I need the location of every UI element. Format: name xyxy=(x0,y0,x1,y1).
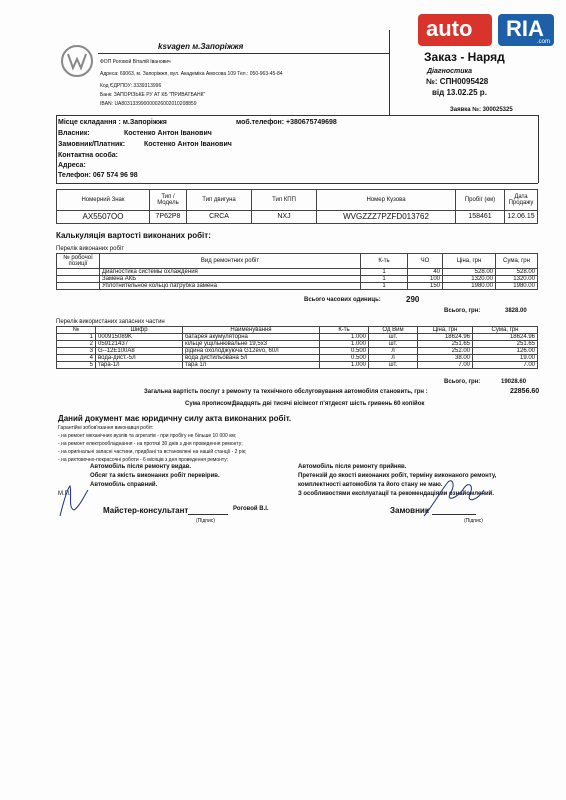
parts-cell: л xyxy=(369,355,418,362)
left-sign-line: Автомобіль справний. xyxy=(90,482,158,488)
customer-signature xyxy=(418,474,488,520)
vehicle-header: Номер Кузова xyxy=(317,190,456,211)
parts-cell: шт. xyxy=(369,334,418,341)
dealer-line: Адреса: 69063, м. Запоріжжя, вул. Академіка Амосова 109 Тел.: 050-963-45-84 xyxy=(100,71,283,77)
client-bottom-rule xyxy=(56,183,538,184)
order-divider xyxy=(389,30,390,115)
table-row xyxy=(57,348,538,355)
client-phone: моб.телефон: +380675749698 xyxy=(236,119,337,126)
works-cell: 1 xyxy=(361,283,408,290)
works-header: Ціна, грн xyxy=(443,254,496,269)
right-sign-line: комплектності автомобіля та його стану не маю. xyxy=(298,482,443,488)
warranty-line: - на оригінальні запасні частини, придбані та встановлені на нашій станції - 2 рік; xyxy=(58,449,247,455)
vehicle-header: Тип КПП xyxy=(252,190,317,211)
vehicle-plate: AX5507OO xyxy=(57,211,150,224)
parts-cell: 1.000 xyxy=(320,334,369,341)
works-cell: 1 xyxy=(361,269,408,276)
owner-name: Костенко Антон Іванович xyxy=(124,130,212,137)
watermark-ria-box xyxy=(498,14,554,46)
vehicle-header: Номерний Знак xyxy=(57,190,150,211)
parts-cell: 0.500 xyxy=(320,355,369,362)
dealer-line: IBAN: UA803133990000026002010208859 xyxy=(100,101,197,107)
parts-cell: 3 xyxy=(57,348,96,355)
client-right-rule xyxy=(538,115,539,183)
works-cell: 1980.00 xyxy=(443,283,496,290)
master-sign-caption: (Підпис) xyxy=(196,518,215,524)
customer-label: Замовник/Платник: xyxy=(58,141,126,148)
works-cell: Диагностика системы охлаждения xyxy=(100,269,361,276)
works-cell: Уплотнительное кольцо патрубка замена xyxy=(100,283,361,290)
parts-cell: 7.00 xyxy=(418,362,473,369)
parts-cell: шт. xyxy=(369,362,418,369)
table-row xyxy=(57,276,538,283)
vehicle-header: Дата Продажу xyxy=(505,190,538,211)
works-header: Сума, грн xyxy=(496,254,538,269)
parts-cell: 252.00 xyxy=(418,348,473,355)
parts-header: Ціна, грн xyxy=(418,327,473,334)
table-row xyxy=(57,355,538,362)
dealer-line: ФОП Роговой Віталій Іванович xyxy=(100,59,171,65)
warranty-line: - на ремонт електрообладнання - на протязі 30 днів з дня проведення ремонту; xyxy=(58,441,243,447)
parts-cell: 2 xyxy=(57,341,96,348)
parts-cell: 1.000 xyxy=(320,362,369,369)
contact-label: Контактна особа: xyxy=(58,152,118,159)
client-tel: Телефон: 067 574 96 98 xyxy=(58,172,138,179)
grand-total-value: 22856.60 xyxy=(510,388,540,395)
order-request: Заявка №: 300025325 xyxy=(450,107,513,113)
works-cell: 150 xyxy=(408,283,443,290)
works-cell: 1320.00 xyxy=(496,276,538,283)
left-sign-line: Автомобіль після ремонту видав. xyxy=(90,464,192,470)
warranty-line: - на рихтовочно-покрасочні роботи - 6 місяців з дня проведення ремонту; xyxy=(58,457,229,463)
order-number: №: СПН0095428 xyxy=(426,77,489,86)
works-cell: 1320.00 xyxy=(443,276,496,283)
works-cell: 100 xyxy=(408,276,443,283)
vehicle-header: Тип двигуна xyxy=(187,190,252,211)
vehicle-table xyxy=(56,189,538,224)
parts-total-value: 19028.60 xyxy=(501,379,527,385)
watermark-auto-box xyxy=(418,14,492,46)
order-date: від 13.02.25 р. xyxy=(432,88,487,97)
parts-header: Шифр xyxy=(96,327,183,334)
parts-cell: кільце ущільнювальне 19,5х3 xyxy=(183,341,320,348)
master-role: Майстер-консультант xyxy=(103,506,189,515)
parts-cell: 5 xyxy=(57,362,96,369)
parts-cell: 251.65 xyxy=(473,341,538,348)
address-label: Адреса: xyxy=(58,162,86,169)
parts-cell: 19.00 xyxy=(473,355,538,362)
vehicle-model: 7P62P8 xyxy=(150,211,187,224)
right-sign-line: Автомобіль після ремонту прийняв. xyxy=(298,464,407,470)
calc-title: Калькуляція вартості виконаних робіт: xyxy=(56,231,211,240)
sum-words: Двадцять дві тисячі вісімсот п'ятдесят шість гривень 60 копійок xyxy=(232,401,425,407)
dealer-line: Банк: ЗАПОРІЗЬКЕ РУ АТ КБ "ПРИВАТБАНК" xyxy=(100,92,206,98)
works-header: Вид ремонтних робіт xyxy=(100,254,361,269)
parts-cell: 251.65 xyxy=(418,341,473,348)
works-cell: 1980.00 xyxy=(496,283,538,290)
parts-cell: 1 xyxy=(57,334,96,341)
vw-logo xyxy=(60,44,94,78)
vehicle-value-row xyxy=(57,211,538,224)
parts-header: Од Вим xyxy=(369,327,418,334)
parts-cell: вода дистильована 5л xyxy=(183,355,320,362)
works-header: ЧО xyxy=(408,254,443,269)
vehicle-header-row xyxy=(57,190,538,211)
header-rule xyxy=(98,53,390,54)
parts-caption: Перелік використаних запасних частин xyxy=(56,319,165,325)
autoria-watermark xyxy=(418,10,556,54)
vehicle-gearbox: NXJ xyxy=(252,211,317,224)
works-cell xyxy=(57,269,100,276)
works-cell xyxy=(57,276,100,283)
parts-cell: рідина охолоджуюча G12evo, 60л xyxy=(183,348,320,355)
works-header: № робочої позиції xyxy=(57,254,100,269)
master-name: Роговой В.І. xyxy=(233,506,269,512)
master-signature xyxy=(54,480,114,520)
vehicle-sale-date: 12.06.15 xyxy=(505,211,538,224)
parts-cell: шт. xyxy=(369,341,418,348)
parts-cell: вода-дист.-5л xyxy=(96,355,183,362)
customer-role: Замовник xyxy=(390,506,429,515)
vehicle-header: Пробіг (км) xyxy=(456,190,505,211)
parts-cell: G--12E100A8 xyxy=(96,348,183,355)
parts-cell: 126.00 xyxy=(473,348,538,355)
parts-total-label: Всього, грн: xyxy=(444,379,481,385)
works-cell: Замена АКБ xyxy=(100,276,361,283)
works-cell: 528.00 xyxy=(443,269,496,276)
parts-cell: батарея акумуляторна xyxy=(183,334,320,341)
works-cell: 528.00 xyxy=(496,269,538,276)
master-sign-line xyxy=(188,514,228,515)
parts-cell: тара-1л xyxy=(96,362,183,369)
dealer-line: Код ЄДРПОУ: 3339313996 xyxy=(100,83,162,89)
parts-table xyxy=(56,326,538,369)
parts-cell: 4 xyxy=(57,355,96,362)
hours-label: Всього часових одиниць: xyxy=(304,297,381,303)
parts-cell: 18624.96 xyxy=(473,334,538,341)
warranty-line: - на ремонт механічних вузлів та агрегатів - при пробігу не більше 10 000 км; xyxy=(58,433,237,439)
parts-cell: 059121437 xyxy=(96,341,183,348)
table-row xyxy=(57,362,538,369)
works-table xyxy=(56,253,538,290)
watermark-auto-text: auto xyxy=(426,16,473,41)
parts-cell: тара 1л xyxy=(183,362,320,369)
client-left-rule xyxy=(56,115,57,183)
works-caption: Перелік виконаних робіт xyxy=(56,246,124,252)
vehicle-mileage: 158461 xyxy=(456,211,505,224)
right-sign-line: З особливостями експлуатації та рекомендаціями ознайомлений. xyxy=(298,491,494,497)
parts-header-row xyxy=(57,327,538,334)
parts-cell: 0.500 xyxy=(320,348,369,355)
table-row xyxy=(57,334,538,341)
stamp-place: М.П. xyxy=(58,491,71,497)
works-total-label: Всього, грн: xyxy=(444,308,481,314)
warranty-line: Гарантійні зобов'язання виконавця робіт: xyxy=(58,425,154,431)
works-header: К-ть xyxy=(361,254,408,269)
grand-total-label: Загальна вартість послуг з ремонту та технічного обслуговування автомобіля становить, грн : xyxy=(144,389,428,395)
dealer-title: ksvagen м.Запоріжжя xyxy=(158,42,244,51)
works-header-row xyxy=(57,254,538,269)
table-row xyxy=(57,283,538,290)
sum-words-label: Сума прописом: xyxy=(185,401,234,407)
legal-title: Даний документ має юридичну силу акта виконаних робіт. xyxy=(58,414,292,423)
parts-cell: 7.00 xyxy=(473,362,538,369)
parts-cell: л xyxy=(369,348,418,355)
vehicle-engine: CRCA xyxy=(187,211,252,224)
watermark-ria-text: RIA xyxy=(506,16,544,41)
order-subtitle: Діагностика xyxy=(427,68,473,75)
parts-cell: 1.000 xyxy=(320,341,369,348)
works-cell xyxy=(57,283,100,290)
parts-cell: 18624.96 xyxy=(418,334,473,341)
hours-value: 290 xyxy=(406,295,420,304)
vehicle-vin: WVGZZZ7PZFD013762 xyxy=(317,211,456,224)
parts-header: № xyxy=(57,327,96,334)
client-place: Місце складання : м.Запоріжжя xyxy=(58,119,167,126)
parts-header: К-ть xyxy=(320,327,369,334)
owner-label: Власник: xyxy=(58,130,90,137)
customer-sign-caption: (Підпис) xyxy=(464,518,483,524)
table-row xyxy=(57,269,538,276)
parts-header: Сума, грн xyxy=(473,327,538,334)
works-total-value: 3828.00 xyxy=(505,308,527,314)
left-sign-line: Обсяг та якість виконаних робіт перевірив. xyxy=(90,473,220,479)
watermark-domain: .com xyxy=(536,39,550,45)
customer-name: Костенко Антон Іванович xyxy=(144,141,232,148)
works-cell: 40 xyxy=(408,269,443,276)
table-row xyxy=(57,341,538,348)
parts-cell: 000915089K xyxy=(96,334,183,341)
parts-cell: 38.00 xyxy=(418,355,473,362)
right-sign-line: Претензій до якості виконаних робіт, терміну виконаного ремонту, xyxy=(298,473,497,479)
client-top-rule xyxy=(56,115,538,116)
vehicle-header: Тип / Модель xyxy=(150,190,187,211)
works-cell: 1 xyxy=(361,276,408,283)
parts-header: Найменування xyxy=(183,327,320,334)
order-title: Заказ - Наряд xyxy=(424,50,505,64)
